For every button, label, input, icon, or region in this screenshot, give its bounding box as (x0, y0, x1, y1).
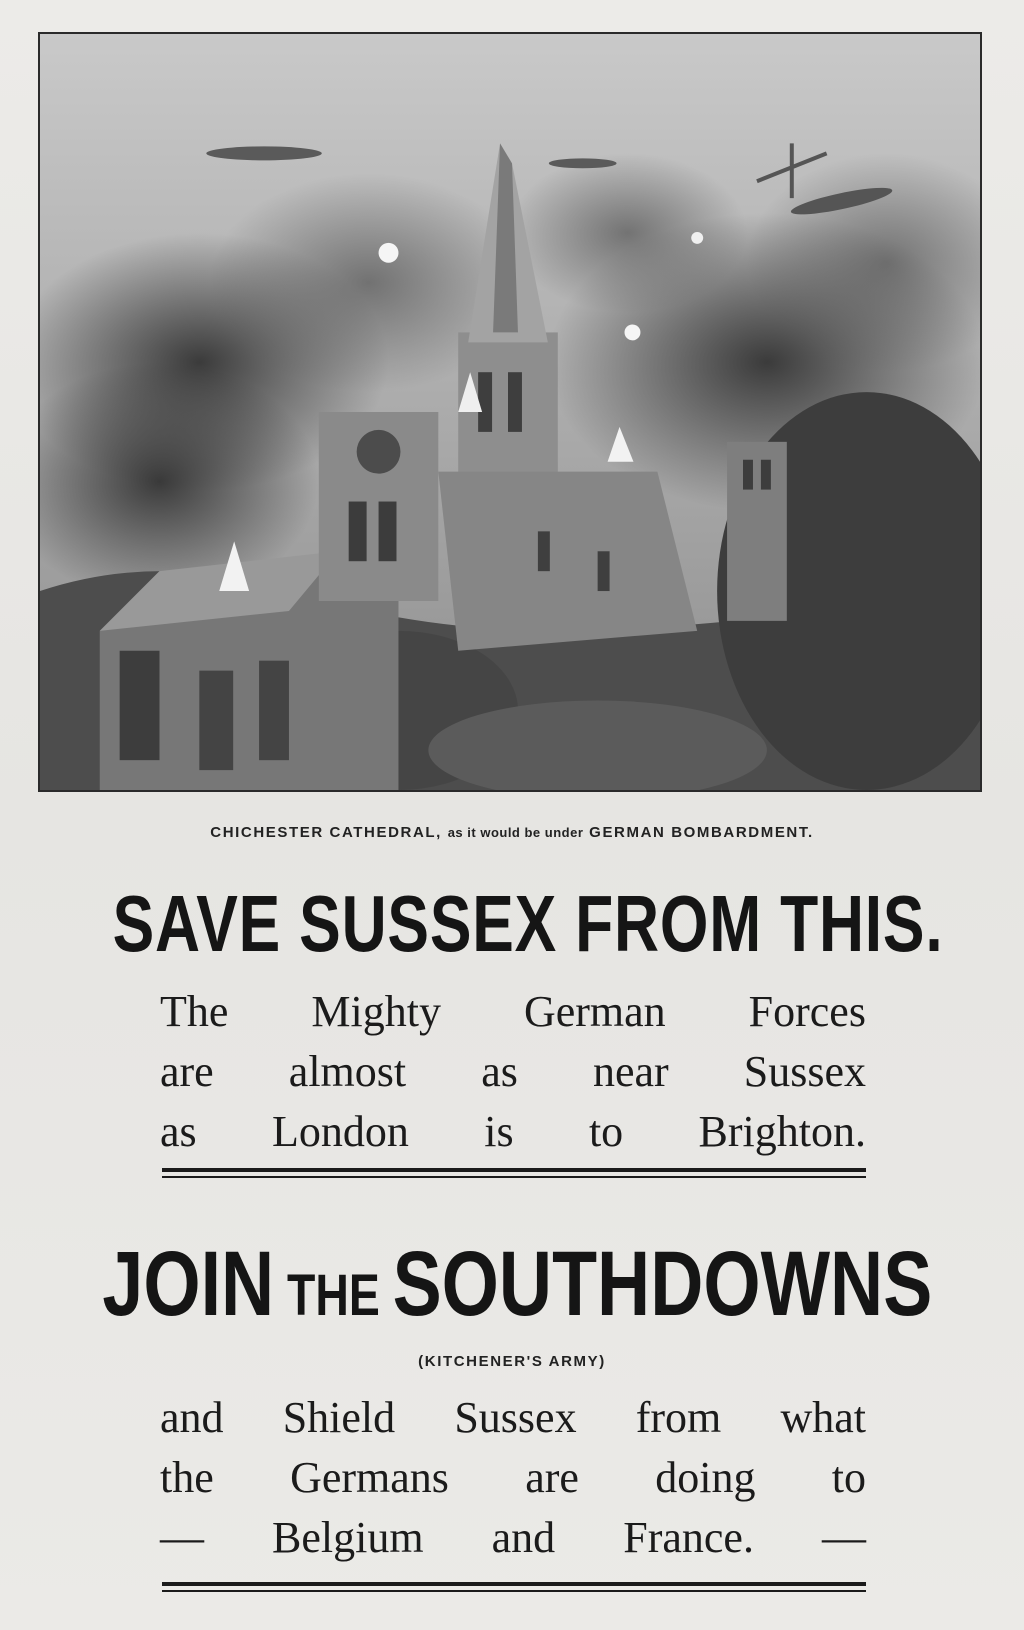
paragraph-shield-line-1 (160, 1388, 866, 1448)
paragraph-shield-line-3 (160, 1508, 866, 1568)
word: Brighton. (698, 1107, 866, 1156)
word: Belgium (272, 1513, 424, 1562)
word: Sussex (454, 1393, 577, 1442)
word: Sussex (743, 1047, 866, 1096)
word: Germans (290, 1453, 449, 1502)
caption-place: CHICHESTER CATHEDRAL, (210, 824, 442, 841)
divider-rule-thin (162, 1176, 866, 1178)
word: what (780, 1393, 866, 1442)
word: German (523, 987, 666, 1036)
headline: SAVE SUSSEX FROM THIS. (112, 879, 944, 968)
paragraph-forces-line-3 (160, 1102, 866, 1162)
the-word: THE (286, 1263, 380, 1328)
word: from (635, 1393, 722, 1442)
paragraph-shield (160, 1388, 866, 1568)
word: as (481, 1047, 518, 1096)
word: near (592, 1047, 669, 1096)
word: are (160, 1047, 214, 1096)
dash: — (822, 1513, 866, 1562)
cathedral-bombardment-illustration (38, 32, 982, 792)
word: are (525, 1453, 579, 1502)
paragraph-shield-line-2 (160, 1448, 866, 1508)
word: doing (655, 1453, 756, 1502)
word: and (491, 1513, 556, 1562)
word: the (160, 1453, 214, 1502)
word: The (160, 987, 229, 1036)
paragraph-forces-line-2 (160, 1042, 866, 1102)
word: is (484, 1107, 514, 1156)
word: Mighty (311, 987, 441, 1036)
cathedral-drawing (40, 34, 980, 790)
word: to (831, 1453, 866, 1502)
word: and (160, 1393, 224, 1442)
paragraph-forces (160, 982, 866, 1162)
dash: — (160, 1513, 204, 1562)
divider-rule-thick (162, 1168, 866, 1172)
caption-middle: as it would be under (447, 825, 584, 840)
word: Forces (748, 987, 866, 1036)
word: Shield (282, 1393, 396, 1442)
join-heading (102, 1232, 933, 1337)
kitcheners-army-subtitle: (KITCHENER'S ARMY) (418, 1353, 606, 1370)
caption-bombardment: GERMAN BOMBARDMENT. (589, 824, 814, 841)
word: France. (623, 1513, 754, 1562)
illustration-caption (0, 824, 1024, 841)
paragraph-forces-line-1 (160, 982, 866, 1042)
bottom-rule-thick (162, 1582, 866, 1586)
word: as (160, 1107, 197, 1156)
southdowns-word: SOUTHDOWNS (392, 1233, 933, 1335)
word: almost (288, 1047, 407, 1096)
word: to (588, 1107, 624, 1156)
join-word: JOIN (102, 1233, 275, 1335)
word: London (272, 1107, 409, 1156)
bottom-rule-thin (162, 1590, 866, 1592)
